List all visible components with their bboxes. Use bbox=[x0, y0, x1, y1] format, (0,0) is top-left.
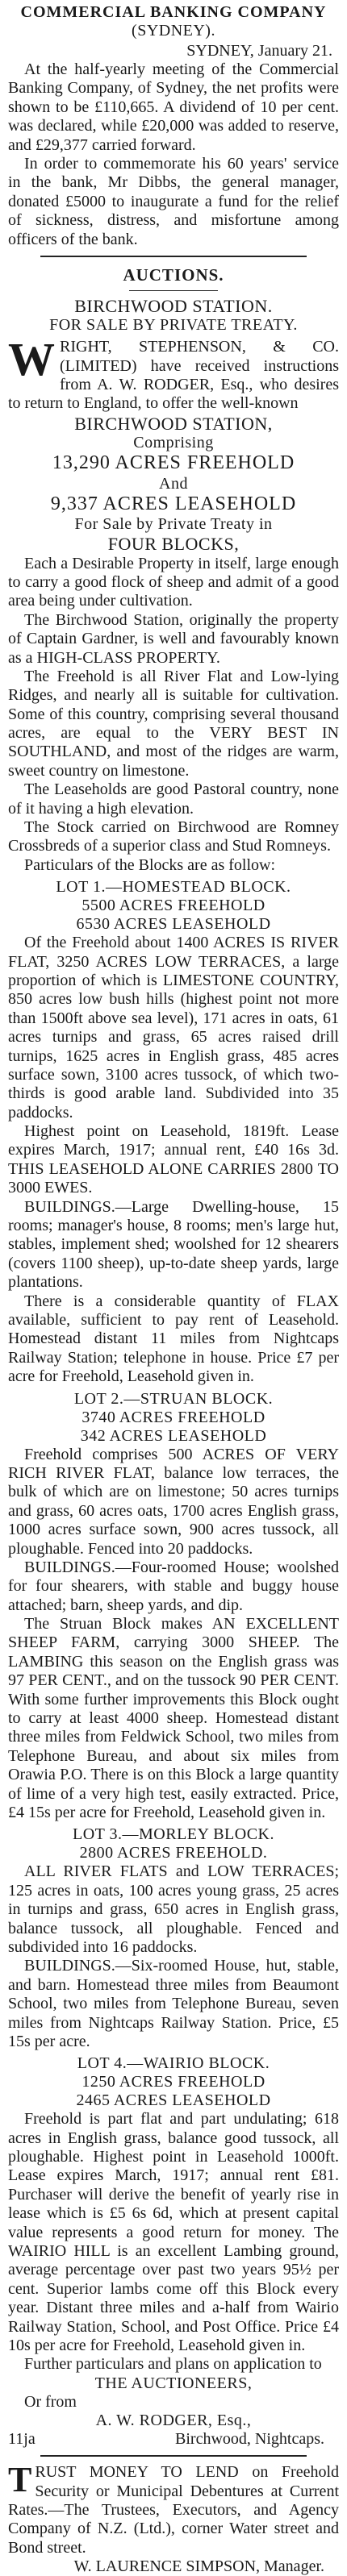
ad-sale-type: FOR SALE BY PRIVATE TREATY. bbox=[49, 316, 298, 335]
reference-line bbox=[8, 2430, 339, 2449]
bank-notice-title: COMMERCIAL BANKING COMPANY bbox=[20, 3, 327, 21]
lot-4 bbox=[8, 2054, 339, 2449]
lot-4-heading: LOT 4.—WAIRIO BLOCK. bbox=[77, 2054, 270, 2073]
ad-intro-text: RIGHT, STEPHENSON, & CO. (LIMITED) have received instructions from A. W. RODGER, Esq., who desires to return to England, to offer the well-known bbox=[8, 338, 339, 413]
lot-1-leasehold: 6530 ACRES LEASEHOLD bbox=[76, 915, 271, 934]
ad-leasehold-total: 9,337 ACRES LEASEHOLD bbox=[50, 493, 297, 514]
ad-paragraph: Particulars of the Blocks are as follow: bbox=[24, 855, 276, 874]
or-from-line: Or from bbox=[24, 2392, 77, 2411]
ad-station-title: BIRCHWOOD STATION. bbox=[74, 295, 273, 316]
lot-4-freehold: 1250 ACRES FREEHOLD bbox=[82, 2073, 265, 2091]
lot-1-paragraph: Of the Freehold about 1400 ACRES IS RIVER FLAT, 3250 ACRES LOW TERRACES, a large proportion of which is LIMESTONE COUNTRY, 850 acres low bush hills (highest point not more than 1500ft above sea level), 171 acres in oats, 61 acres turnips and grass, 65 acres raised drill turnips, 1625 acres in English grass, 485 acres surface sown, 3100 acres tussock, of which two-thirds is good arable land. Subdivided into 35 paddocks. bbox=[8, 934, 339, 1122]
lot-3 bbox=[8, 1825, 339, 2051]
lot-1 bbox=[8, 878, 339, 1386]
lot-2-paragraph: Freehold comprises 500 ACRES OF VERY RICH RIVER FLAT, balance low terraces, the bulk of which are on limestone; 50 acres turnips and grass, 60 acres oats, 1700 acres English grass, 1000 acres surface sown, 900 acres tussock, all ploughable. Fenced into 20 paddocks. bbox=[8, 1445, 339, 1558]
lot-2-leasehold: 342 ACRES LEASEHOLD bbox=[80, 1426, 267, 1445]
lot-2-heading: LOT 2.—STRUAN BLOCK. bbox=[73, 1389, 274, 1408]
ad-freehold-total: 13,290 ACRES FREEHOLD bbox=[52, 452, 295, 474]
lot-3-freehold: 2800 ACRES FREEHOLD. bbox=[79, 1844, 268, 1862]
ad-intro bbox=[8, 333, 339, 414]
agent-place: Birchwood, Nightcaps. bbox=[175, 2430, 324, 2449]
ad-paragraph: The Leaseholds are good Pastoral country, none of it having a high elevation. bbox=[8, 780, 339, 818]
ad-and: And bbox=[159, 474, 188, 493]
auctioneers-line: THE AUCTIONEERS, bbox=[94, 2374, 253, 2392]
lot-4-leasehold: 2465 ACRES LEASEHOLD bbox=[76, 2091, 271, 2110]
ad-four-blocks: FOUR BLOCKS, bbox=[107, 534, 240, 555]
trust-dropcap: T bbox=[8, 2460, 32, 2500]
lot-2-paragraph: The Struan Block makes AN EXCELLENT SHEEP FARM, carrying 3000 SHEEP. The LAMBING this season on the English grass was 97 PER CENT., and on the tussock 90 PER CENT. With some further improvements this Block ought to carry at least 4000 sheep. Homestead distant three miles from Feldwick School, two miles from Telephone Bureau, and about six miles from Orawia P.O. There is on this Block a large quantity of lime of a very high test, easily extracted. Price, £4 15s per acre for Freehold, Leasehold given in. bbox=[8, 1615, 339, 1821]
lot-4-paragraph: Further particulars and plans on application to bbox=[24, 2355, 322, 2374]
trust-manager: W. LAURENCE SIMPSON, Manager. bbox=[73, 2557, 324, 2576]
ad-station-name: BIRCHWOOD STATION, bbox=[74, 413, 273, 434]
divider bbox=[40, 256, 307, 257]
lot-3-paragraph: BUILDINGS.—Six-roomed House, hut, stable, and barn. Homestead three miles from Beaumont School, two miles from Telephone Bureau, seven miles from Nightcaps Railway Station. Price, £5 15s per acre. bbox=[8, 1957, 339, 2050]
trust-notice-body: RUST MONEY TO LEND on Freehold Security or Municipal Debentures at Current Rates.—The Trustees, Executors, and Agency Company of N.Z. (Ltd.), corner Water street and Bond street. bbox=[8, 2463, 339, 2557]
divider bbox=[40, 2455, 307, 2457]
bank-notice-paragraph: In order to commemorate his 60 years' service in the bank, Mr Dibbs, the general manager, donated £5000 to inaugurate a fund for the relief of sickness, distress, and misfortune among officers of the bank. bbox=[8, 154, 339, 248]
divider bbox=[129, 290, 218, 291]
ad-private-treaty: For Sale by Private Treaty in bbox=[74, 515, 273, 534]
agent-name: A. W. RODGER, Esq., bbox=[95, 2412, 252, 2430]
ad-paragraph: The Stock carried on Birchwood are Romney Crossbreds of a superior class and Stud Romneys. bbox=[8, 818, 339, 855]
bank-notice-dateline: SYDNEY, January 21. bbox=[186, 42, 332, 60]
lot-4-paragraph: Freehold is part flat and part undulating; 618 acres in English grass, balance good tussock, all ploughable. Highest point in Leasehold 1000ft. Lease expires March, 1917; annual rent £81. Purchaser will derive the benefit of yearly rise in lease which is £5 6s 6d, which at present capital value represents a good return for money. The WAIRIO HILL is an excellent Lambing ground, average percentage over past two years 95½ per cent. Superior lambs come off this Block every year. Distant three miles and a-half from Wairio Railway Station, School, and Post Office. Price £4 10s per acre for Freehold, Leasehold given in. bbox=[8, 2110, 339, 2354]
lot-1-paragraph: BUILDINGS.—Large Dwelling-house, 15 rooms; manager's house, 8 rooms; men's large hut, stables, implement shed; woolshed for 12 shearers (covers 1100 sheep), up-to-date sheep yards, large plantations. bbox=[8, 1197, 339, 1292]
trust-notice-text bbox=[8, 2460, 339, 2557]
lot-1-freehold: 5500 ACRES FREEHOLD bbox=[82, 897, 265, 915]
ad-paragraph: Each a Desirable Property in itself, large enough to carry a good flock of sheep and admit of a good area being under cultivation. bbox=[8, 554, 339, 610]
lot-2-paragraph: BUILDINGS.—Four-roomed House; woolshed for four shearers, with stable and buggy house attached; barn, sheep yards, and dip. bbox=[8, 1558, 339, 1614]
lot-1-paragraph: There is a considerable quantity of FLAX available, sufficient to pay rent of Leasehold. Homestead distant 11 miles from Nightcaps Railway Station; telephone in house. Price £7 per acre for Freehold, Leasehold given in. bbox=[8, 1292, 339, 1386]
bank-notice bbox=[8, 3, 339, 249]
lot-3-heading: LOT 3.—MORLEY BLOCK. bbox=[73, 1825, 274, 1844]
lot-2 bbox=[8, 1390, 339, 1823]
lot-1-paragraph: Highest point on Leasehold, 1819ft. Lease expires March, 1917; annual rent, £40 16s 3d. THIS LEASEHOLD ALONE CARRIES 2800 TO 3000 EWES. bbox=[8, 1122, 339, 1197]
ad-comprising: Comprising bbox=[133, 434, 214, 452]
lot-2-freehold: 3740 ACRES FREEHOLD bbox=[82, 1408, 265, 1426]
lot-3-paragraph: ALL RIVER FLATS and LOW TERRACES; 125 acres in oats, 100 acres young grass, 25 acres in turnips and grass, 650 acres in English grass, balance tussock, all ploughable. Fenced and subdivided into 16 paddocks. bbox=[8, 1862, 339, 1956]
ad-paragraph: The Freehold is all River Flat and Low-lying Ridges, and nearly all is suitable for cultivation. Some of this country, comprising several thousand acres, are equal to the VERY BEST IN SOUTHLAND, and most of the ridges are warm, sweet country on limestone. bbox=[8, 667, 339, 780]
auctions-heading: AUCTIONS. bbox=[123, 264, 224, 285]
bank-notice-subtitle: (SYDNEY). bbox=[132, 22, 215, 40]
ad-reference: 11ja bbox=[8, 2430, 36, 2449]
lot-1-heading: LOT 1.—HOMESTEAD BLOCK. bbox=[56, 878, 291, 897]
ad-paragraph: The Birchwood Station, originally the property of Captain Gardner, is well and favourably known as a HIGH-CLASS PROPERTY. bbox=[8, 610, 339, 667]
birchwood-advertisement bbox=[8, 296, 339, 875]
trust-money-notice bbox=[8, 2460, 339, 2576]
bank-notice-paragraph: At the half-yearly meeting of the Commercial Banking Company, of Sydney, the net profits were shown to be £110,665. A dividend of 10 per cent. was declared, while £20,000 was added to reserve, and £29,377 carried forward. bbox=[8, 60, 339, 154]
ad-dropcap: W bbox=[8, 333, 55, 386]
